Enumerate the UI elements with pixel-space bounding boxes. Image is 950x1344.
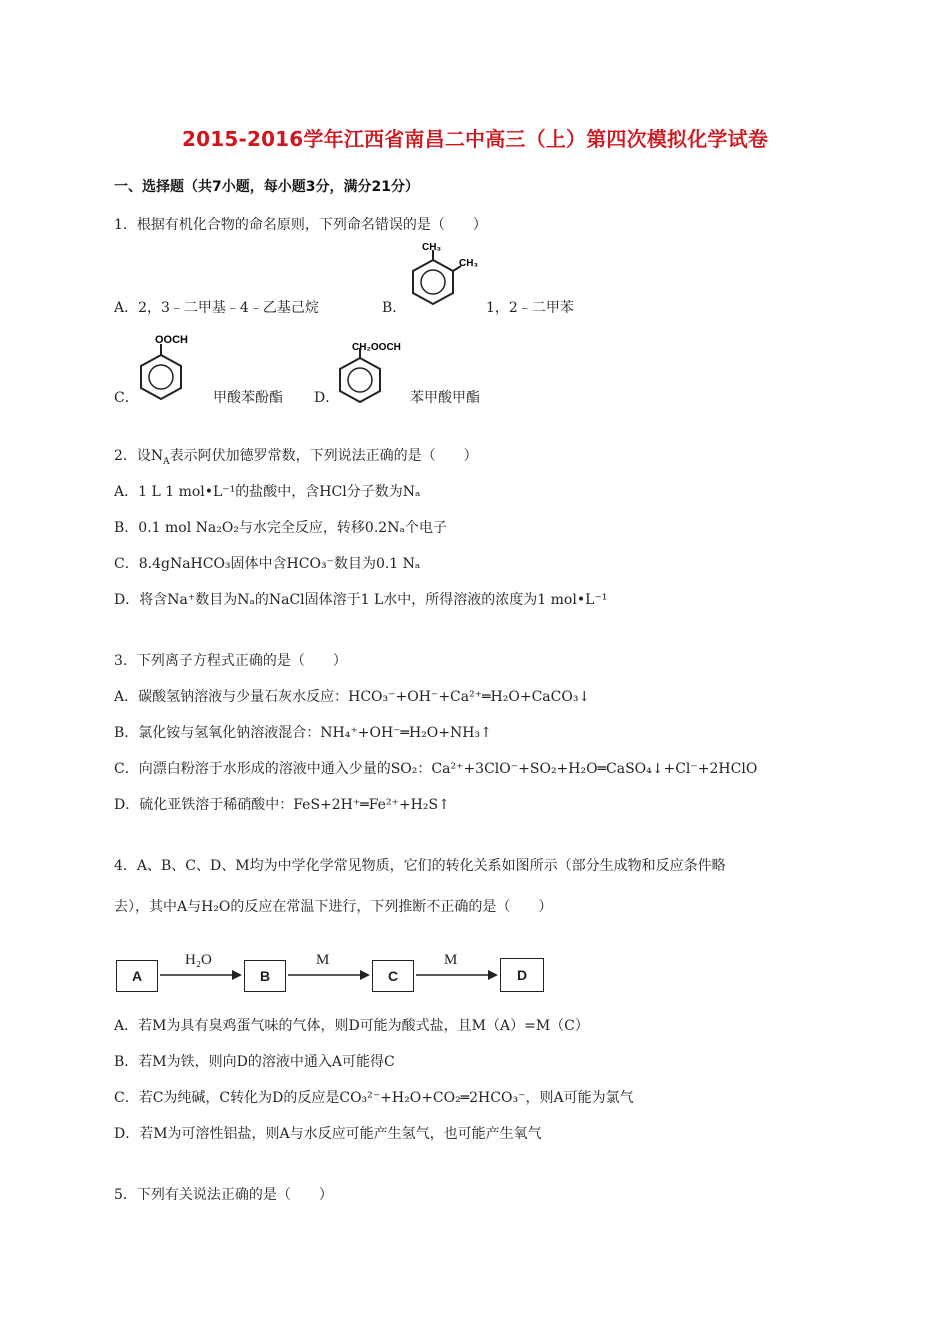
flow-box-d: D <box>500 958 544 992</box>
flow-box-a: A <box>116 960 158 992</box>
q2-stem <box>114 445 478 467</box>
b-group2-text: CH₃ <box>459 258 479 269</box>
q4-stem-line1: 4．A、B、C、D、M均为中学化学常见物质，它们的转化关系如图所示（部分生成物和反应条件略 <box>114 858 726 874</box>
q4-stem-line2: 去），其中A与H₂O的反应在常温下进行，下列推断不正确的是（ ） <box>114 899 553 915</box>
page-title: 2015-2016学年江西省南昌二中高三（上）第四次模拟化学试卷 <box>181 127 769 151</box>
q2-option-c: C．8.4gNaHCO₃固体中含HCO₃⁻数目为0.1 Nₐ <box>114 556 421 572</box>
flow-arrow-label-m2: M <box>444 952 458 968</box>
q2-option-a: A．1 L 1 mol•L⁻¹的盐酸中，含HCl分子数为Nₐ <box>114 484 421 500</box>
q4-option-d: D．若M为可溶性铝盐，则A与水反应可能产生氢气，也可能产生氧气 <box>114 1126 542 1142</box>
q2-stem-pre: 2．设N <box>114 448 164 464</box>
q3-option-b: B．氯化铵与氢氧化钠溶液混合：NH₄⁺+OH⁻═H₂O+NH₃↑ <box>114 725 492 741</box>
b-group1-text: CH₃ <box>422 242 442 253</box>
flow-box-c: C <box>372 960 414 992</box>
q1-option-d-name: 苯甲酸甲酯 <box>410 390 480 406</box>
q1-option-d-label: D． <box>314 390 340 406</box>
flow-arrows <box>158 966 502 986</box>
q1-option-c-label: C． <box>114 390 139 406</box>
q2-stem-post: 表示阿伏加德罗常数，下列说法正确的是（ ） <box>169 448 478 464</box>
c-group-text: OOCH <box>155 334 188 346</box>
q4-option-c: C．若C为纯碱，C转化为D的反应是CO₃²⁻+H₂O+CO₂═2HCO₃⁻，则A可能为氯气 <box>114 1090 634 1106</box>
methyl-benzoate-structure <box>336 336 416 408</box>
q1-option-b-label: B． <box>382 300 407 316</box>
section-heading: 一、选择题（共7小题，每小题3分，满分21分） <box>114 179 419 195</box>
o-xylene-structure <box>405 240 485 315</box>
q1-option-b-name: 1，2﹣二甲苯 <box>486 300 574 316</box>
q2-option-d: D．将含Na⁺数目为Nₐ的NaCl固体溶于1 L水中，所得溶液的浓度为1 mol•L⁻¹ <box>114 592 608 608</box>
q1-option-c-name: 甲酸苯酚酯 <box>213 390 283 406</box>
q1-option-a: A．2，3﹣二甲基﹣4﹣乙基己烷 <box>114 300 319 316</box>
phenyl-formate-structure <box>133 330 213 408</box>
d-group-text: CH₂OOCH <box>352 342 401 353</box>
q2-option-b: B．0.1 mol Na₂O₂与水完全反应，转移0.2Nₐ个电子 <box>114 520 447 536</box>
flow-box-b: B <box>244 960 286 992</box>
q4-option-b: B．若M为铁，则向D的溶液中通入A可能得C <box>114 1054 395 1070</box>
q3-option-c: C．向漂白粉溶于水形成的溶液中通入少量的SO₂：Ca²⁺+3ClO⁻+SO₂+H₂O═CaSO₄↓+Cl⁻+2HClO <box>114 761 758 777</box>
q1-stem: 1．根据有机化合物的命名原则，下列命名错误的是（ ） <box>114 217 487 233</box>
q4-option-a: A．若M为具有臭鸡蛋气味的气体，则D可能为酸式盐，且M（A）=M（C） <box>114 1018 589 1034</box>
q3-stem: 3．下列离子方程式正确的是（ ） <box>114 653 347 669</box>
flow-arrow-label-m1: M <box>316 952 330 968</box>
q2-stem-sub: A <box>163 456 170 467</box>
q3-option-a: A．碳酸氢钠溶液与少量石灰水反应：HCO₃⁻+OH⁻+Ca²⁺═H₂O+CaCO₃↓ <box>114 689 591 705</box>
q5-stem: 5．下列有关说法正确的是（ ） <box>114 1187 333 1203</box>
flow-arrow-label-h2o: H₂O <box>185 952 212 968</box>
q3-option-d: D．硫化亚铁溶于稀硝酸中：FeS+2H⁺═Fe²⁺+H₂S↑ <box>114 797 450 813</box>
